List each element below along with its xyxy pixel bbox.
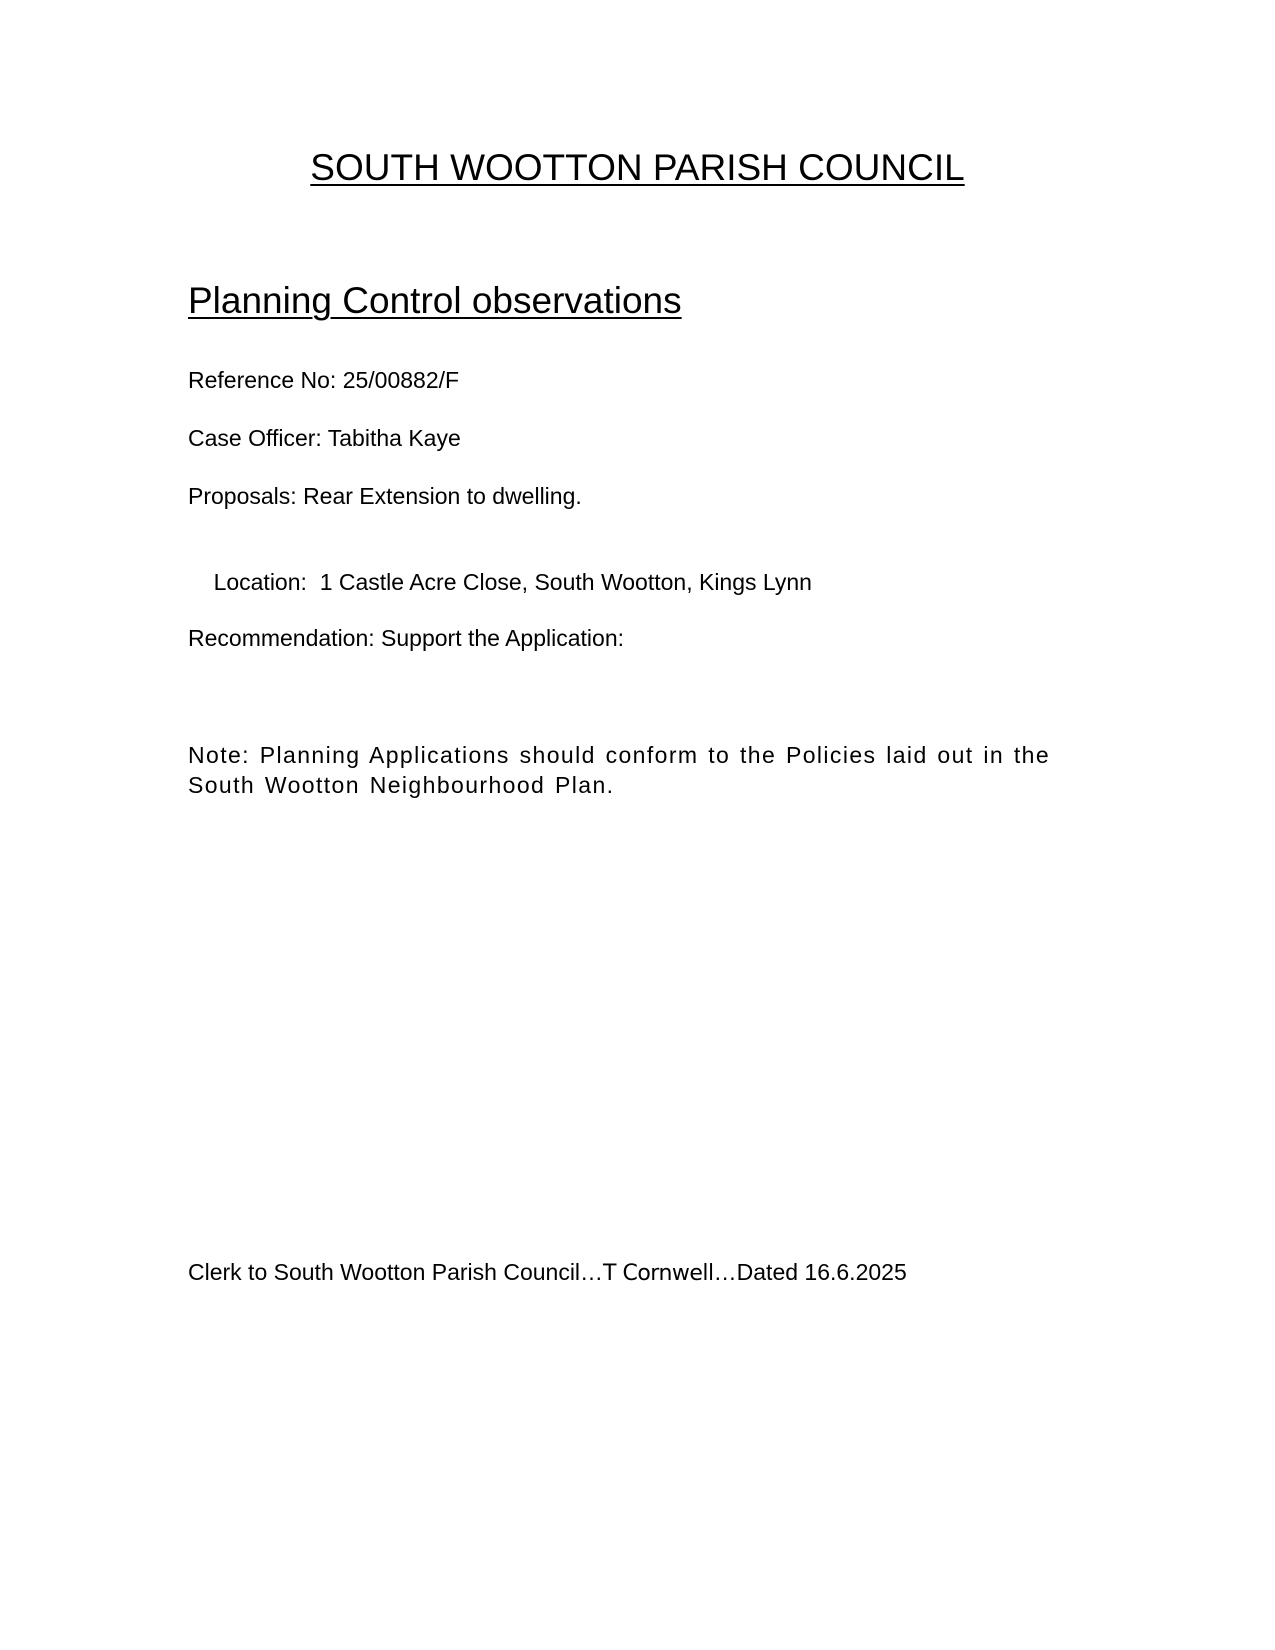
signoff-date: …Dated 16.6.2025 (713, 1259, 907, 1285)
proposals-field (188, 482, 582, 510)
case-officer-label: Case Officer: (188, 425, 328, 451)
recommendation-value: Support the Application: (381, 625, 624, 651)
signoff-prefix: Clerk to South Wootton Parish Council… (188, 1259, 604, 1285)
reference-field (188, 366, 459, 394)
page-title: SOUTH WOOTTON PARISH COUNCIL (310, 147, 965, 188)
location-label: Location: (213, 569, 320, 595)
recommendation-field (188, 624, 624, 652)
case-officer-value: Tabitha Kaye (327, 425, 461, 451)
location-field (188, 540, 812, 624)
recommendation-label: Recommendation: (188, 625, 382, 651)
reference-label: Reference No: (188, 367, 343, 393)
clerk-signoff (188, 1258, 907, 1288)
clerk-signature: T Cornwell (603, 1261, 714, 1286)
reference-value: 25/00882/F (342, 367, 460, 393)
proposals-label: Proposals: (188, 483, 304, 509)
section-heading: Planning Control observations (188, 280, 682, 321)
policy-note: Note: Planning Applications should conform to the Policies laid out in the South Wootton Neighbourhood Plan. (188, 742, 1051, 798)
proposals-value: Rear Extension to dwelling. (303, 483, 582, 509)
location-value: 1 Castle Acre Close, South Wootton, Kings Lynn (319, 569, 812, 595)
case-officer-field (188, 424, 461, 452)
